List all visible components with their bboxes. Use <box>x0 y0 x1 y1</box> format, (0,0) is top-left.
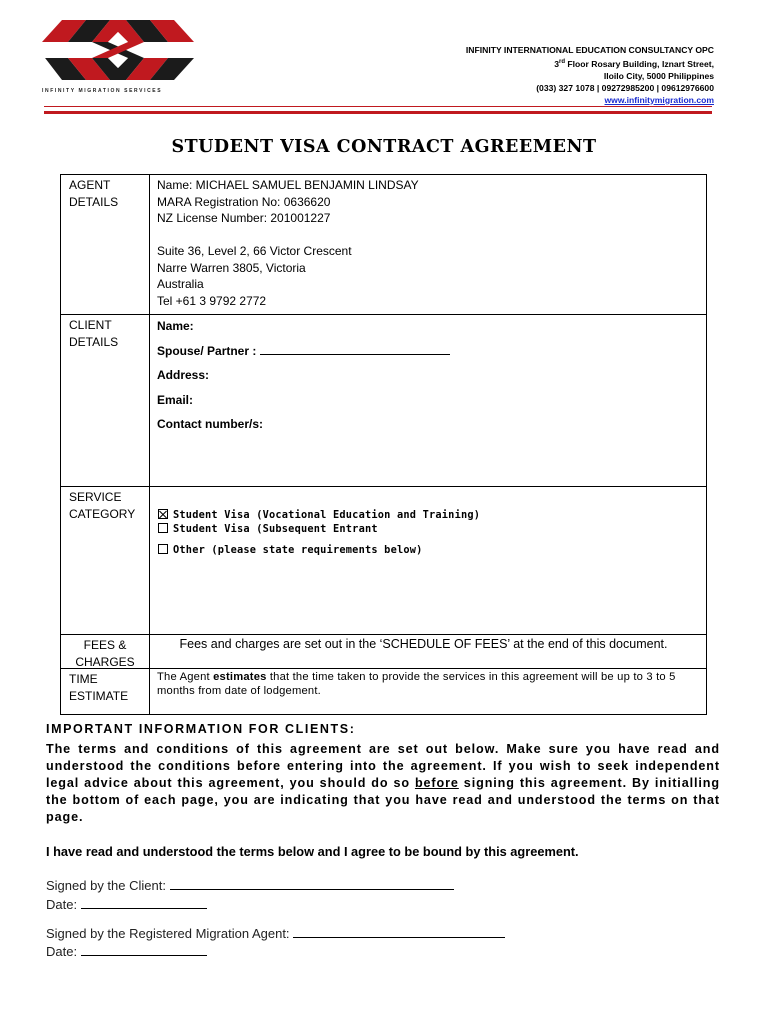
company-website-link[interactable]: www.infinitymigration.com <box>604 94 714 105</box>
service-option-vet[interactable] <box>158 508 700 522</box>
client-label-line2: DETAILS <box>69 334 119 349</box>
agent-signature-field[interactable] <box>46 925 505 941</box>
client-date-line[interactable] <box>81 896 207 909</box>
service-option-other-label: Other (please state requirements below) <box>173 544 423 556</box>
time-text-bold: estimates <box>213 671 267 683</box>
service-category-label <box>61 487 150 634</box>
fees-label-line1: FEES & <box>83 638 127 652</box>
fees-charges-label <box>61 635 150 668</box>
client-date-label: Date: <box>46 897 78 912</box>
agreement-statement: I have read and understood the terms below and I agree to be bound by this agreement. <box>46 844 579 859</box>
company-address-line1: 3rd Floor Rosary Building, Iznart Street, <box>554 58 714 69</box>
contract-details-table <box>60 174 707 715</box>
info-body-part1: The terms and conditions of this agreement are set out below. Make sure you have read and understood the conditions before entering into the agreement. If you wish to seek independent legal advice about this agreement, you should do so <box>46 742 720 790</box>
spouse-partner-label: Spouse/ Partner : <box>157 343 257 358</box>
client-details-label <box>61 315 150 486</box>
time-estimate-row <box>61 669 706 714</box>
agent-signature-line[interactable] <box>293 925 505 938</box>
agent-label-line1: AGENT <box>69 178 111 192</box>
client-email-label: Email: <box>157 392 194 407</box>
spouse-partner-field[interactable] <box>157 343 700 359</box>
agent-address1: Suite 36, Level 2, 66 Victor Crescent <box>157 244 352 258</box>
service-category-row <box>61 487 706 635</box>
agent-address2: Narre Warren 3805, Victoria <box>157 260 306 275</box>
client-details-value <box>157 315 700 441</box>
agent-mara: MARA Registration No: 0636620 <box>157 194 331 209</box>
header-rule-thin <box>44 106 712 107</box>
checkbox-icon[interactable] <box>158 544 168 554</box>
agent-spacer <box>157 227 700 244</box>
time-text-before: The Agent <box>157 671 214 683</box>
service-option-other[interactable] <box>158 543 700 557</box>
client-label-line1: CLIENT <box>69 318 112 332</box>
fees-charges-row <box>61 635 706 669</box>
agent-date-label: Date: <box>46 944 78 959</box>
fees-text: Fees and charges are set out in the ‘SCHEDULE OF FEES’ at the end of this document. <box>179 637 668 651</box>
agent-country: Australia <box>157 277 204 291</box>
important-info-body <box>46 741 720 826</box>
agent-signature-label: Signed by the Registered Migration Agent: <box>46 926 290 941</box>
checkbox-icon[interactable] <box>158 523 168 533</box>
client-contact-label: Contact number/s: <box>157 417 264 431</box>
client-date-field[interactable] <box>46 896 207 912</box>
client-signature-field[interactable] <box>46 877 454 893</box>
time-text-after: that the time taken to provide the services in this agreement will be up to 3 to 5 months from date of lodgement. <box>157 671 676 697</box>
client-signature-line[interactable] <box>170 877 454 890</box>
company-logo <box>40 12 196 90</box>
fees-label-line2: CHARGES <box>75 654 135 669</box>
time-label-line1: TIME <box>69 672 98 686</box>
important-info-heading: IMPORTANT INFORMATION FOR CLIENTS: <box>46 722 356 736</box>
time-label-line2: ESTIMATE <box>69 688 129 703</box>
company-info <box>466 44 714 106</box>
info-body-underlined: before <box>414 776 459 790</box>
company-phones: (033) 327 1078 | 09272985200 | 09612976600 <box>536 82 714 93</box>
document-title: STUDENT VISA CONTRACT AGREEMENT <box>171 137 597 157</box>
client-signature-label: Signed by the Client: <box>46 878 166 893</box>
info-body-part2: signing this agreement. By initialling the bottom of each page, you are indicating that you have read and understood the terms on that page. <box>46 776 720 824</box>
agent-date-field[interactable] <box>46 943 207 959</box>
agent-label-line2: DETAILS <box>69 194 119 209</box>
time-estimate-label <box>61 669 150 714</box>
agent-nz-license: NZ License Number: 201001227 <box>157 211 331 225</box>
checked-checkbox-icon[interactable] <box>158 509 168 519</box>
service-options <box>158 487 700 564</box>
client-name-label: Name: <box>157 319 194 333</box>
service-label-line2: CATEGORY <box>69 506 136 521</box>
time-estimate-text <box>157 669 700 698</box>
agent-details-label <box>61 175 150 314</box>
client-address-label: Address: <box>157 368 210 382</box>
logo-caption: INFINITY MIGRATION SERVICES <box>42 88 163 94</box>
service-option-subsequent[interactable] <box>158 522 700 536</box>
agent-tel: Tel +61 3 9792 2772 <box>157 293 267 308</box>
client-details-row <box>61 315 706 487</box>
agent-details-row <box>61 175 706 315</box>
agent-details-value <box>157 175 700 309</box>
spouse-partner-blank[interactable] <box>260 344 450 355</box>
company-name: INFINITY INTERNATIONAL EDUCATION CONSULTANCY OPC <box>465 45 714 55</box>
agent-name: Name: MICHAEL SAMUEL BENJAMIN LINDSAY <box>157 178 419 192</box>
header-rule-thick <box>44 111 712 114</box>
service-label-line1: SERVICE <box>69 490 122 504</box>
service-option-subsequent-label: Student Visa (Subsequent Entrant <box>173 523 378 535</box>
agent-date-line[interactable] <box>81 943 207 956</box>
service-option-vet-label: Student Visa (Vocational Education and Training) <box>173 509 481 521</box>
company-address-line2: Iloilo City, 5000 Philippines <box>603 70 714 81</box>
